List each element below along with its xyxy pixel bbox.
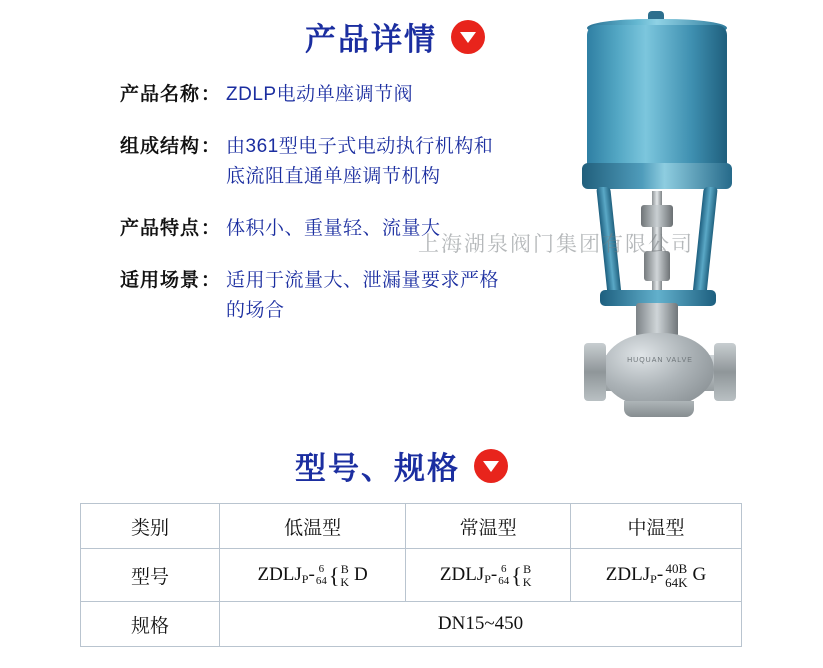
table-header-cell-medium-temp: 中温型	[571, 504, 742, 549]
product-spec-list	[72, 80, 592, 348]
flange-left	[584, 343, 606, 401]
watermark-text: 上海湖泉阀门集团有限公司	[418, 233, 694, 256]
spec-value	[226, 266, 499, 326]
spec-value-line2: 底流阻直通单座调节机构	[226, 166, 441, 187]
spec-label: 适用场景	[119, 270, 200, 291]
model-brace: {	[328, 563, 340, 588]
spec-label: 组成结构	[119, 136, 200, 157]
down-arrow-badge-icon	[474, 449, 508, 483]
model-bk-top: B	[340, 562, 349, 577]
model-pressure-den: 64K	[665, 575, 688, 590]
section-title-product-details	[305, 14, 485, 59]
table-row-model	[81, 549, 742, 602]
table-header-row	[81, 504, 742, 549]
table-header-cell-normal-temp: 常温型	[406, 504, 571, 549]
model-dash: -	[490, 564, 498, 585]
model-pressure-den: 64	[315, 575, 327, 587]
model-base: ZDLJ	[605, 564, 651, 585]
model-pressure-num: 6	[500, 563, 507, 576]
model-base: ZDLJ	[439, 564, 485, 585]
valve-body-marking: HUQUAN VALVE	[627, 357, 693, 364]
yoke-right	[692, 187, 718, 297]
spec-value	[226, 132, 493, 192]
table-cell-size-value: DN15~450	[220, 602, 742, 647]
model-bk-top: B	[523, 562, 532, 577]
spec-label: 产品特点	[119, 218, 200, 239]
spec-colon: ：	[201, 218, 221, 239]
model-pressure-den: 64	[498, 575, 510, 587]
table-cell-model-normal-temp	[406, 549, 571, 602]
spec-colon: ：	[201, 270, 221, 291]
model-bk-bottom: K	[522, 575, 532, 589]
model-subscript: P	[301, 571, 309, 586]
spec-row-product-name	[72, 80, 592, 110]
table-header-cell-category: 类别	[81, 504, 220, 549]
valve-bonnet	[636, 303, 678, 337]
spec-value	[226, 80, 413, 110]
spec-value-line1: 适用于流量大、泄漏量要求严格	[226, 270, 500, 291]
model-dash: -	[656, 564, 664, 585]
actuator-housing	[587, 25, 727, 175]
model-suffix: D	[354, 564, 368, 585]
spec-colon: ：	[201, 136, 221, 157]
table-row-label-model: 型号	[81, 549, 220, 602]
spec-colon: ：	[201, 84, 221, 105]
model-spec-table	[80, 503, 742, 647]
table-row-label-size: 规格	[81, 602, 220, 647]
stem-nut-upper	[641, 205, 673, 227]
spec-row-features	[72, 214, 592, 244]
yoke-left	[596, 187, 622, 297]
section-title-text: 产品详情	[305, 22, 437, 57]
spec-row-applications	[72, 266, 592, 326]
spec-value	[226, 214, 441, 244]
table-cell-model-medium-temp	[571, 549, 742, 602]
spec-value-line1: 由361型电子式电动执行机构和	[226, 136, 494, 157]
spec-label: 产品名称	[119, 84, 200, 105]
down-arrow-badge-icon	[451, 20, 485, 54]
table-row-size	[81, 602, 742, 647]
model-pressure-num: 40B	[665, 560, 688, 576]
spec-value-line2: 的场合	[226, 300, 285, 321]
model-bk-bottom: K	[340, 575, 350, 589]
stem-nut-lower	[644, 251, 670, 281]
actuator-base	[582, 163, 732, 189]
section-title-text: 型号、规格	[295, 451, 460, 486]
spec-value-line1: 体积小、重量轻、流量大	[226, 218, 441, 239]
spec-row-structure	[72, 132, 592, 192]
model-base: ZDLJ	[257, 564, 302, 585]
model-subscript: P	[484, 571, 491, 586]
table-cell-model-low-temp	[220, 549, 406, 602]
valve-bottom-cap	[624, 401, 694, 417]
model-brace: {	[511, 563, 522, 588]
model-dash: -	[308, 564, 315, 585]
model-pressure-num: 6	[318, 563, 325, 576]
product-photo-electric-control-valve	[540, 5, 820, 435]
section-title-model-specs	[295, 443, 508, 488]
model-suffix: G	[692, 564, 707, 585]
table-header-cell-low-temp: 低温型	[220, 504, 406, 549]
valve-body	[602, 333, 714, 407]
model-subscript: P	[650, 571, 657, 586]
spec-value-line1: ZDLP电动单座调节阀	[226, 84, 414, 105]
flange-right	[714, 343, 736, 401]
